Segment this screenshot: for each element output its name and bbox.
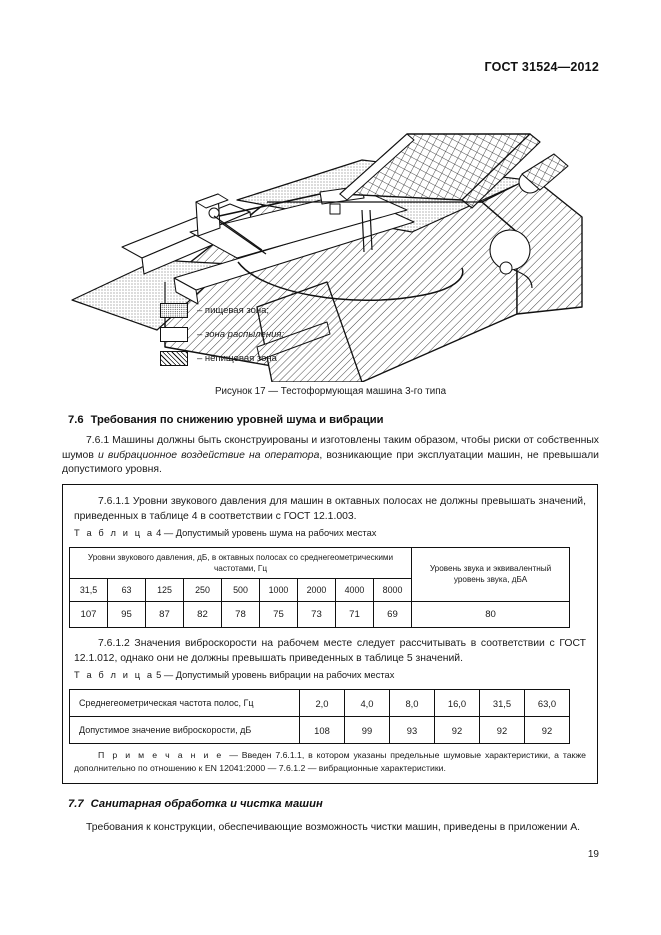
paragraph-7-6-1 [62, 434, 599, 478]
legend-label-spray-zone: – зона распыления; [197, 328, 285, 340]
nonfood-zone-swatch-icon [160, 351, 188, 366]
paragraph-7-6-1-2: 7.6.1.2 Значения виброскорости на рабочем месте следует рассчитывать в соответствии с ГОСТ 12.1.012, однако они не должны превышать приведенных в таблице 5 значений. [74, 638, 586, 664]
table-5-row-label: Допустимое значение виброскорости, дБ [70, 717, 300, 744]
section-title-7-7: Санитарная обработка и чистка машин [90, 798, 323, 810]
table-5-value-cell: 93 [390, 717, 435, 744]
table-4-freq-cell: 63 [108, 579, 146, 602]
table-4-value-row [70, 602, 570, 628]
table-4-value-cell: 107 [70, 602, 108, 628]
table-5-row-label: Среднегеометрическая частота полос, Гц [70, 690, 300, 717]
table-5-freq-cell: 8,0 [390, 690, 435, 717]
table-4-freq-cell: 4000 [336, 579, 374, 602]
section-heading-7-6 [68, 414, 384, 426]
table-4-equivalent-value: 80 [412, 602, 570, 628]
table-5-freq-cell: 2,0 [300, 690, 345, 717]
paragraph-7-6-1-part1: 7.6.1 Машины должны быть сконструированы и изготовлены таким образом, чтобы риски от собственных шумов [62, 435, 599, 461]
table-5-frequency-row [70, 690, 570, 717]
figure-legend [160, 298, 460, 370]
table-4-value-cell: 73 [298, 602, 336, 628]
page-number: 19 [587, 849, 599, 860]
table-4-caption [74, 528, 376, 538]
table-4-caption-word: Т а б л и ц а [74, 528, 155, 538]
legend-item-nonfood-zone [160, 346, 460, 370]
table-5-freq-cell: 16,0 [435, 690, 480, 717]
legend-item-food-zone [160, 298, 460, 322]
table-5-value-cell: 108 [300, 717, 345, 744]
table-5-value-cell: 92 [480, 717, 525, 744]
note-label: П р и м е ч а н и е [98, 750, 224, 760]
table-4-value-cell: 71 [336, 602, 374, 628]
table-5-value-row [70, 717, 570, 744]
paragraph-7-6-1-1: 7.6.1.1 Уровни звукового давления для машин в октавных полосах не должны превышать значений, приведенных в таблице 4 в соответствии с ГОСТ 12.1.003. [74, 496, 586, 522]
table-4-caption-rest: 4 — Допустимый уровень шума на рабочих местах [156, 528, 377, 538]
note-text: — Введен 7.6.1.1, в котором указаны предельные шумовые характеристики, а также дополнительно по отношению к EN 12041:2000 — 7.6.1.2 — вибрационные характеристики. [74, 750, 586, 773]
paragraph-7-6-1-emphasis: и вибрационное воздействие на оператора [98, 449, 320, 461]
table-5-freq-cell: 63,0 [525, 690, 570, 717]
table-5-vibration-levels [69, 689, 570, 744]
paragraph-7-6-1-part2: , возникающие при эксплуатации машин, не превышали допустимого уровня. [62, 449, 599, 476]
table-4-value-cell: 95 [108, 602, 146, 628]
table-4-freq-cell: 31,5 [70, 579, 108, 602]
table-4-value-cell: 87 [146, 602, 184, 628]
legend-item-spray-zone [160, 322, 460, 346]
food-zone-swatch-icon [160, 303, 188, 318]
section-number-7-7: 7.7 [68, 798, 84, 810]
table-4-value-cell: 82 [184, 602, 222, 628]
document-header-standard-number: ГОСТ 31524—2012 [484, 60, 599, 74]
table-4-header-row [70, 548, 570, 579]
section-heading-7-7 [68, 798, 323, 810]
framed-block-note [74, 749, 586, 775]
table-5-caption-word: Т а б л и ц а [74, 670, 155, 680]
section-title-7-6: Требования по снижению уровней шума и вибрации [90, 414, 384, 426]
table-5-value-cell: 92 [435, 717, 480, 744]
figure-caption: Рисунок 17 — Тестоформующая машина 3-го типа [214, 386, 447, 397]
table-4-freq-cell: 1000 [260, 579, 298, 602]
table-5-value-cell: 99 [345, 717, 390, 744]
table-5-value-cell: 92 [525, 717, 570, 744]
table-4-header-equivalent-level: Уровень звука и эквивалентный уровень звука, дБА [412, 548, 570, 602]
table-4-freq-cell: 2000 [298, 579, 336, 602]
table-4-freq-cell: 8000 [374, 579, 412, 602]
table-4-header-pressure-span: Уровни звукового давления, дБ, в октавных полосах со среднегеометрическими частотами, Гц [70, 548, 412, 579]
table-4-freq-cell: 125 [146, 579, 184, 602]
roller-small [500, 262, 512, 274]
table-5-freq-cell: 31,5 [480, 690, 525, 717]
legend-label-food-zone: – пищевая зона; [197, 304, 270, 316]
table-4-value-cell: 69 [374, 602, 412, 628]
legend-label-nonfood-zone: – непищевая зона [197, 352, 277, 364]
table-5-caption [74, 670, 394, 680]
table-4-freq-cell: 500 [222, 579, 260, 602]
table-4-value-cell: 78 [222, 602, 260, 628]
table-5-freq-cell: 4,0 [345, 690, 390, 717]
paragraph-7-7: Требования к конструкции, обеспечивающие возможность чистки машин, приведены в приложении А. [86, 822, 581, 833]
section-number-7-6: 7.6 [68, 414, 84, 426]
table-4-noise-levels [69, 547, 570, 628]
requirements-framed-block [62, 484, 598, 784]
table-4-value-cell: 75 [260, 602, 298, 628]
cylinder-mount [330, 204, 340, 214]
table-4-freq-cell: 250 [184, 579, 222, 602]
table-5-caption-rest: 5 — Допустимый уровень вибрации на рабочих местах [156, 670, 395, 680]
spray-zone-swatch-icon [160, 327, 188, 342]
